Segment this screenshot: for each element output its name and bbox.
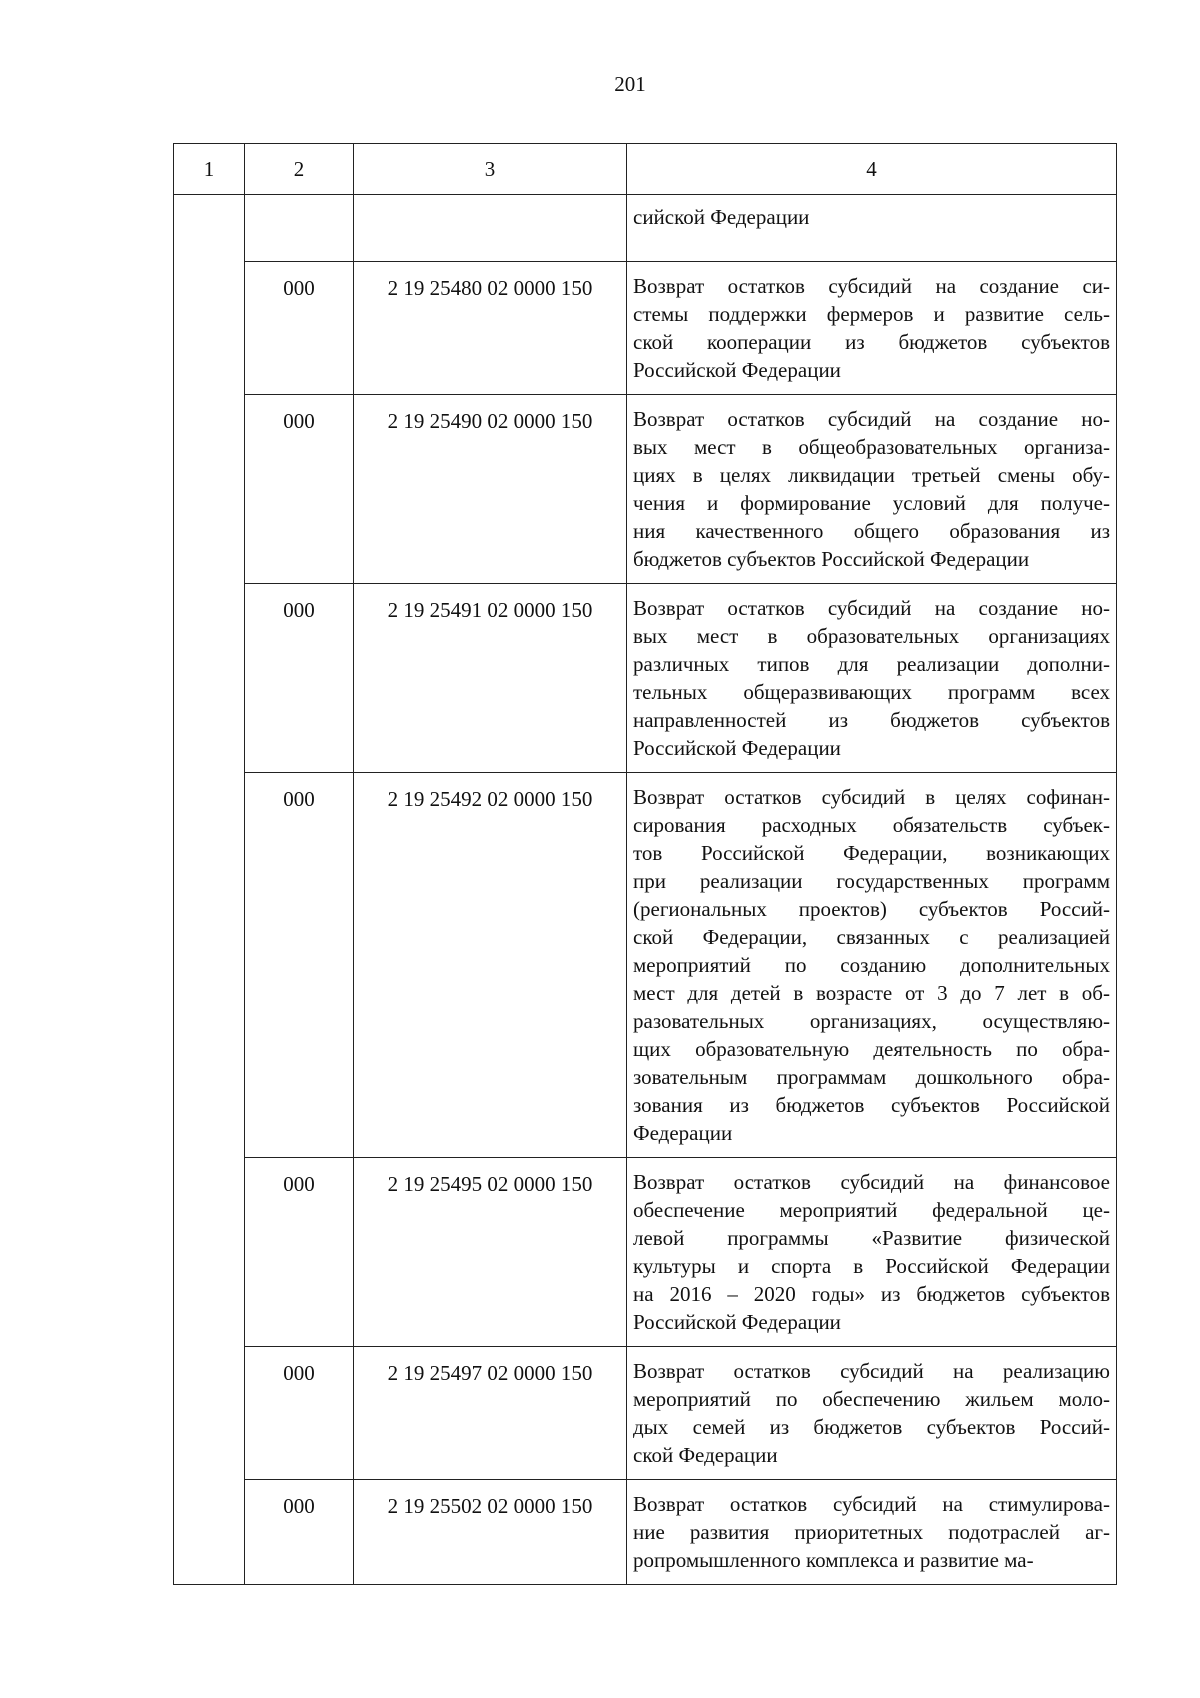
- description-line: стемы поддержки фермеров и развитие сель-: [633, 302, 1110, 326]
- description-line: сирования расходных обязательств субъек-: [633, 813, 1110, 837]
- kbk-cell: 2 19 25502 02 0000 150: [354, 1480, 627, 1585]
- table-header-row: [174, 144, 1117, 195]
- description-line: направленностей из бюджетов субъектов: [633, 708, 1110, 732]
- description-line: дых семей из бюджетов субъектов Россий-: [633, 1415, 1110, 1439]
- description-line: циях в целях ликвидации третьей смены обу-: [633, 463, 1110, 487]
- table-row: [174, 395, 1117, 584]
- admin-code-cell: 000: [245, 262, 354, 395]
- description-cell: [627, 1158, 1117, 1347]
- table-body: [174, 195, 1117, 1585]
- description-line: ской Федерации, связанных с реализацией: [633, 925, 1110, 949]
- description-cell: [627, 773, 1117, 1158]
- description-line: тельных общеразвивающих программ всех: [633, 680, 1110, 704]
- column-header: 1: [174, 144, 245, 195]
- column-header: 2: [245, 144, 354, 195]
- description-line: мероприятий по созданию дополнительных: [633, 953, 1110, 977]
- description-line: вых мест в общеобразовательных организа-: [633, 435, 1110, 459]
- table-row: [174, 1347, 1117, 1480]
- description-line: Возврат остатков субсидий на создание но-: [633, 407, 1110, 431]
- description-line: ропромышленного комплекса и развитие ма-: [633, 1548, 1034, 1572]
- description-line: ние развития приоритетных подотраслей аг-: [633, 1520, 1110, 1544]
- description-line: Возврат остатков субсидий на стимулирова-: [633, 1492, 1110, 1516]
- description-line: щих образовательную деятельность по обра-: [633, 1037, 1110, 1061]
- admin-code-cell: 000: [245, 395, 354, 584]
- description-line: при реализации государственных программ: [633, 869, 1110, 893]
- table-row: [174, 1158, 1117, 1347]
- table-row: [174, 1480, 1117, 1585]
- description-line: зовательным программам дошкольного обра-: [633, 1065, 1110, 1089]
- description-line: бюджетов субъектов Российской Федерации: [633, 547, 1030, 571]
- column-header: 3: [354, 144, 627, 195]
- table-row: [174, 262, 1117, 395]
- kbk-cell: 2 19 25497 02 0000 150: [354, 1347, 627, 1480]
- kbk-cell: 2 19 25480 02 0000 150: [354, 262, 627, 395]
- table-row: [174, 773, 1117, 1158]
- description-line: мест для детей в возрасте от 3 до 7 лет в об-: [633, 981, 1110, 1005]
- kbk-cell: 2 19 25492 02 0000 150: [354, 773, 627, 1158]
- table-row: [174, 584, 1117, 773]
- admin-code-cell: 000: [245, 773, 354, 1158]
- merged-first-column: [174, 195, 245, 1585]
- description-line: различных типов для реализации дополни-: [633, 652, 1110, 676]
- description-line: (региональных проектов) субъектов Россий-: [633, 897, 1110, 921]
- description-line: ской Федерации: [633, 1443, 778, 1467]
- description-line: разовательных организациях, осуществляю-: [633, 1009, 1110, 1033]
- description-line: мероприятий по обеспечению жильем моло-: [633, 1387, 1110, 1411]
- kbk-cell: 2 19 25495 02 0000 150: [354, 1158, 627, 1347]
- description-line: Российской Федерации: [633, 358, 841, 382]
- description-line: на 2016 – 2020 годы» из бюджетов субъектов: [633, 1282, 1110, 1306]
- description-line: Возврат остатков субсидий на создание си-: [633, 274, 1110, 298]
- budget-codes-table: [173, 143, 1117, 1585]
- table-row-continuation: [174, 195, 1117, 262]
- description-cell: [627, 1347, 1117, 1480]
- description-cell: [627, 584, 1117, 773]
- description-cell: [627, 195, 1117, 262]
- admin-code-cell: 000: [245, 1347, 354, 1480]
- description-line: чения и формирование условий для получе-: [633, 491, 1110, 515]
- description-line: зования из бюджетов субъектов Российской: [633, 1093, 1110, 1117]
- description-line: Возврат остатков субсидий на финансовое: [633, 1170, 1110, 1194]
- admin-code-cell: 000: [245, 584, 354, 773]
- description-line: Возврат остатков субсидий на реализацию: [633, 1359, 1110, 1383]
- description-line: Возврат остатков субсидий на создание но-: [633, 596, 1110, 620]
- description-cell: [627, 395, 1117, 584]
- page-number: 201: [614, 72, 646, 96]
- admin-code-cell: [245, 195, 354, 262]
- description-line: Федерации: [633, 1121, 733, 1145]
- description-line: тов Российской Федерации, возникающих: [633, 841, 1110, 865]
- description-cell: [627, 262, 1117, 395]
- column-header: 4: [627, 144, 1117, 195]
- admin-code-cell: 000: [245, 1158, 354, 1347]
- description-line: вых мест в образовательных организациях: [633, 624, 1110, 648]
- description-line: сийской Федерации: [633, 205, 810, 229]
- description-line: Возврат остатков субсидий в целях софинан-: [633, 785, 1110, 809]
- description-line: Российской Федерации: [633, 1310, 841, 1334]
- description-line: ской кооперации из бюджетов субъектов: [633, 330, 1110, 354]
- description-cell: [627, 1480, 1117, 1585]
- admin-code-cell: 000: [245, 1480, 354, 1585]
- description-line: обеспечение мероприятий федеральной це-: [633, 1198, 1110, 1222]
- description-line: ния качественного общего образования из: [633, 519, 1110, 543]
- description-line: Российской Федерации: [633, 736, 841, 760]
- kbk-cell: 2 19 25491 02 0000 150: [354, 584, 627, 773]
- kbk-cell: [354, 195, 627, 262]
- description-line: культуры и спорта в Российской Федерации: [633, 1254, 1110, 1278]
- kbk-cell: 2 19 25490 02 0000 150: [354, 395, 627, 584]
- description-line: левой программы «Развитие физической: [633, 1226, 1110, 1250]
